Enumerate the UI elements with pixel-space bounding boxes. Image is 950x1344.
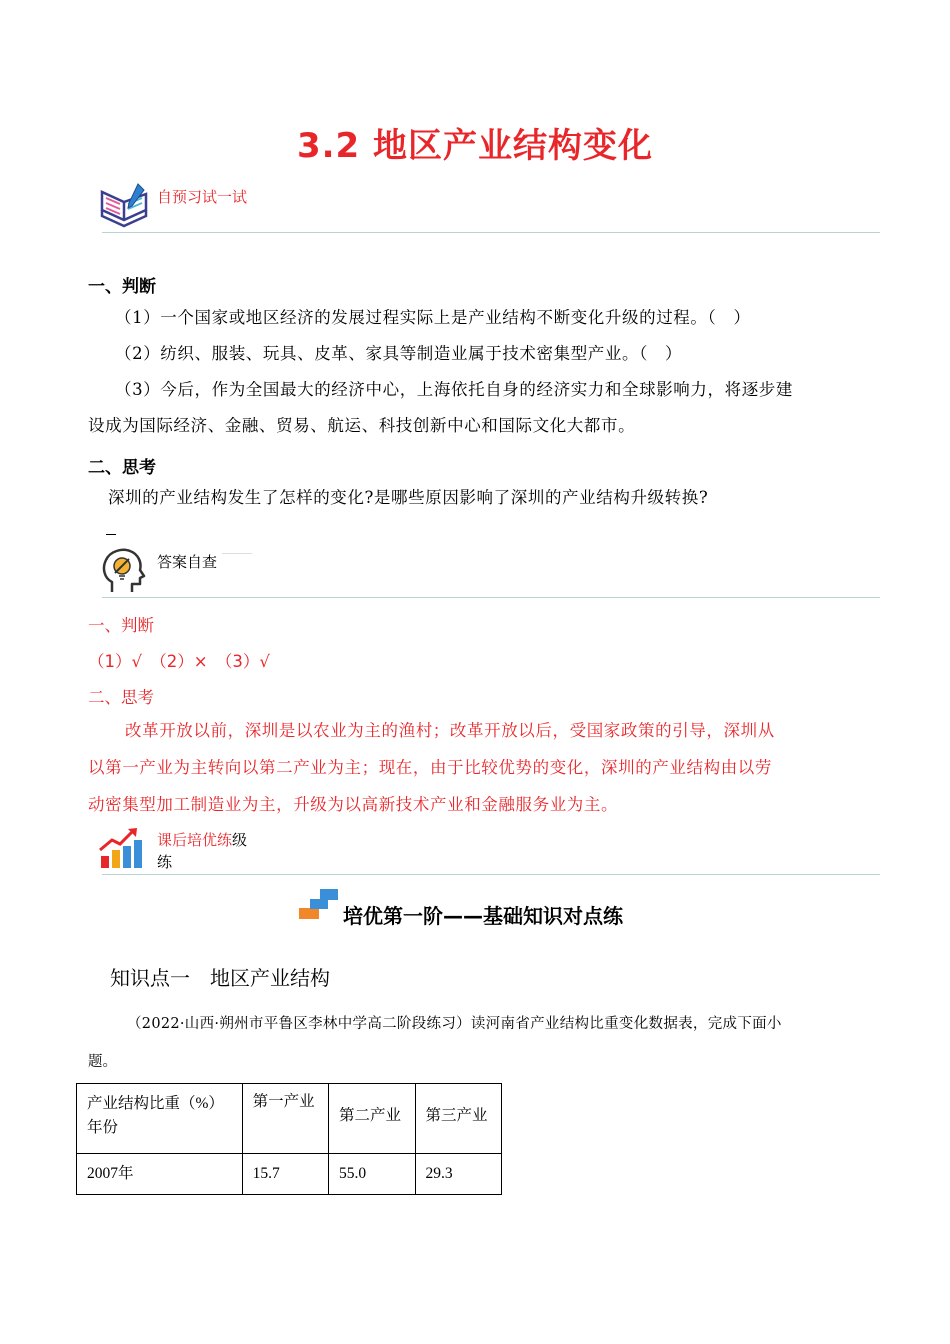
section-label-practice	[157, 829, 247, 873]
section-label-answers: 答案自查	[157, 553, 218, 571]
table-header-row	[77, 1084, 502, 1154]
table-header-corner	[77, 1084, 243, 1154]
section-label-preview: 自预习试一试	[157, 188, 248, 206]
data-table	[76, 1083, 502, 1195]
heading-think: 二、思考	[88, 458, 156, 478]
answer-heading-judge: 一、判断	[88, 616, 154, 635]
table-cell: 2007年	[77, 1154, 243, 1195]
heading-judge: 一、判断	[88, 277, 156, 297]
divider	[102, 232, 880, 233]
table-cell: 29.3	[415, 1154, 502, 1195]
stairs-icon	[298, 888, 340, 920]
divider	[102, 597, 880, 598]
practice-label-black: 级	[232, 831, 248, 849]
table-cell: 15.7	[242, 1154, 328, 1195]
answer-heading-think: 二、思考	[88, 688, 154, 707]
knowledge-point-heading: 知识点一 地区产业结构	[110, 966, 330, 990]
question-item: （2）纺织、服装、玩具、皮革、家具等制造业属于技术密集型产业。（ ）	[115, 344, 683, 363]
question-item-continued: 设成为国际经济、金融、贸易、航运、科技创新中心和国际文化大都市。	[88, 416, 636, 435]
practice-label-black: 练	[157, 853, 173, 871]
book-icon	[98, 180, 150, 230]
table-header-cell: 第一产业	[242, 1084, 328, 1154]
table-row	[77, 1154, 502, 1195]
answer-line: 改革开放以前，深圳是以农业为主的渔村；改革开放以后，受国家政策的引导，深圳从	[125, 721, 775, 740]
answer-line: 以第一产业为主转向以第二产业为主；现在，由于比较优势的变化，深圳的产业结构由以劳	[88, 758, 772, 777]
answer-line: 动密集型加工制造业为主，升级为以高新技术产业和金融服务业为主。	[88, 795, 619, 814]
practice-banner: 培优第一阶——基础知识对点练	[343, 904, 623, 928]
question-intro: （2022·山西·朔州市平鲁区李林中学高二阶段练习）读河南省产业结构比重变化数据表，完成下面小	[127, 1016, 782, 1032]
page-title: 3.2 地区产业结构变化	[296, 126, 654, 166]
growth-chart-icon	[98, 826, 144, 870]
question-item: （1）一个国家或地区经济的发展过程实际上是产业结构不断变化升级的过程。（ ）	[115, 308, 751, 327]
head-bulb-icon	[100, 546, 146, 594]
corner-bottom-label: 年份	[87, 1119, 119, 1136]
short-rule	[222, 553, 252, 554]
table-header-cell: 第二产业	[329, 1084, 415, 1154]
corner-top-label: 产业结构比重（%）	[87, 1095, 224, 1112]
table-cell: 55.0	[329, 1154, 415, 1195]
judge-answers: （1）√ （2）× （3）√	[88, 652, 270, 671]
question-item: （3）今后，作为全国最大的经济中心，上海依托自身的经济实力和全球影响力，将逐步建	[115, 380, 793, 399]
dash-mark	[106, 534, 116, 535]
practice-label-red: 课后培优练	[157, 831, 233, 849]
table-header-cell: 第三产业	[415, 1084, 502, 1154]
think-question: 深圳的产业结构发生了怎样的变化?是哪些原因影响了深圳的产业结构升级转换?	[108, 488, 709, 507]
divider	[102, 874, 880, 875]
question-intro-continued: 题。	[88, 1054, 117, 1070]
